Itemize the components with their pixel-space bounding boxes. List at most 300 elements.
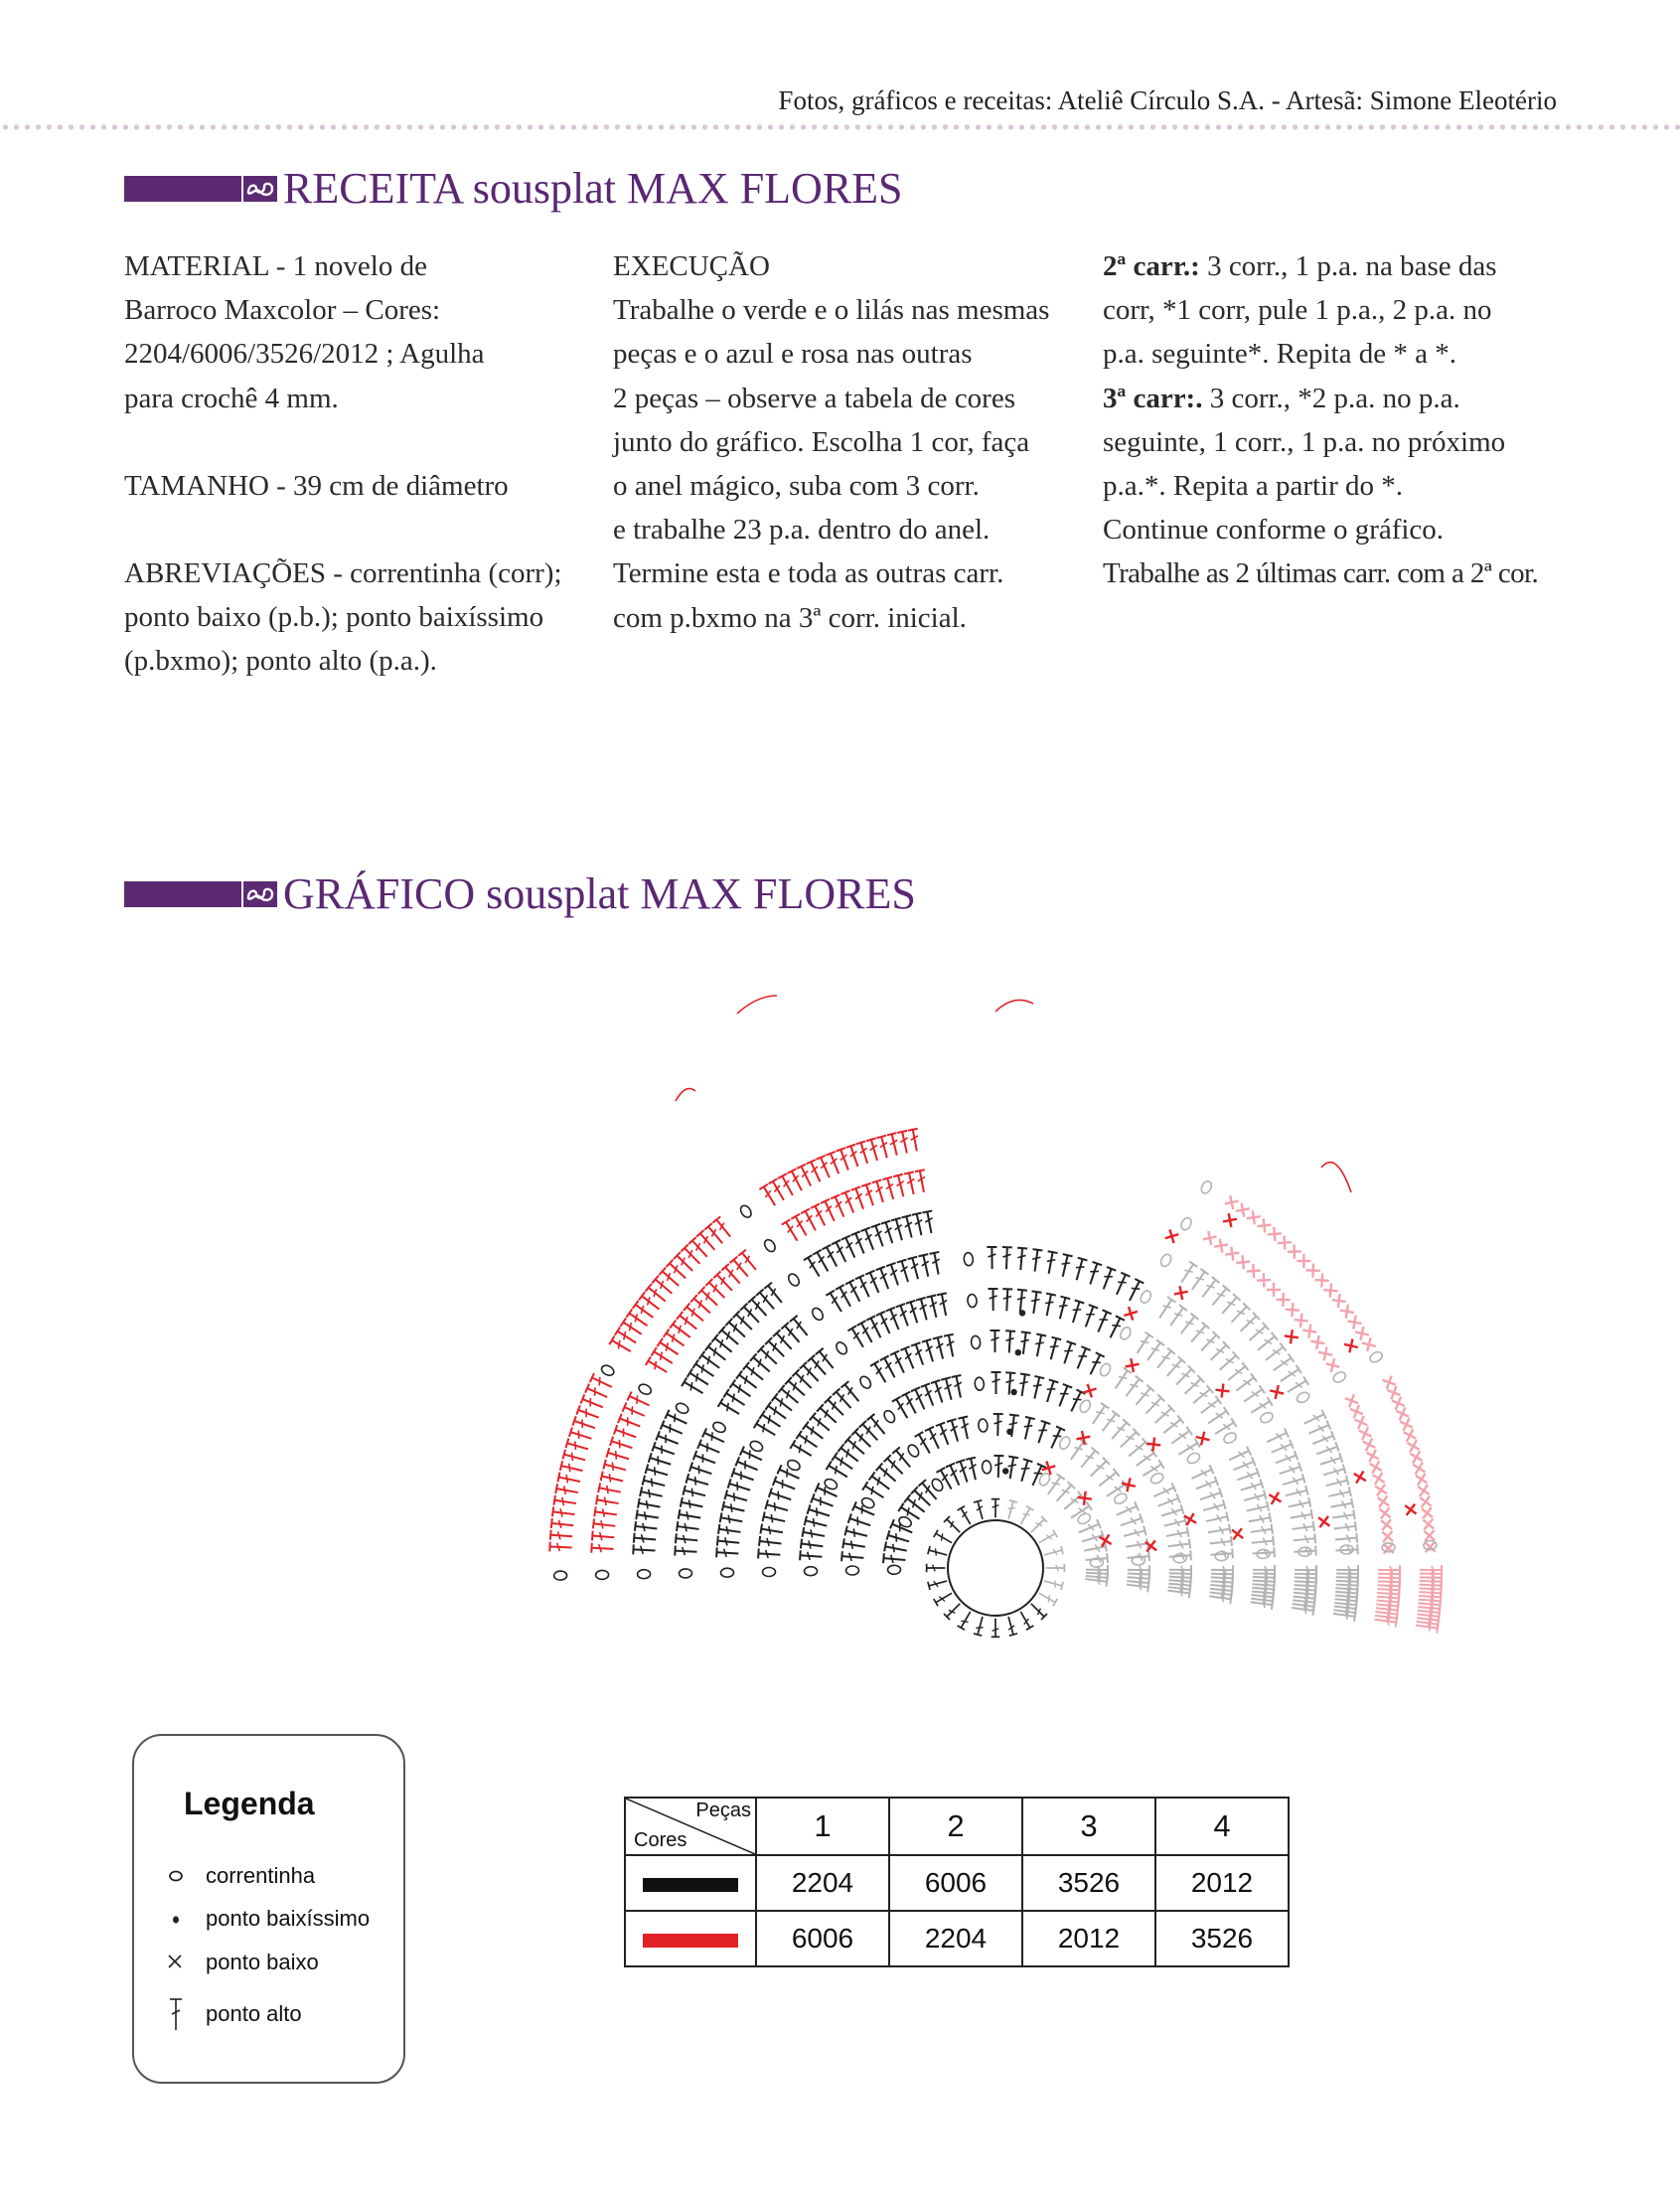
crochet-stitch: [1060, 1341, 1076, 1365]
crochet-stitch: [1362, 1337, 1376, 1351]
single-crochet-stitch: [1405, 1504, 1416, 1515]
crochet-stitch: [925, 1427, 943, 1451]
crochet-stitch: [1413, 1463, 1425, 1475]
chain-stitch: [1296, 1390, 1311, 1404]
crochet-stitch: [1348, 1316, 1362, 1330]
crochet-stitch: [1285, 1376, 1308, 1396]
chain-stitch: [762, 1238, 777, 1254]
crochet-stitch: [1257, 1273, 1271, 1287]
single-crochet-stitch: [1122, 1478, 1136, 1491]
column-header: 3: [1022, 1798, 1155, 1855]
crochet-stitch: [821, 1199, 839, 1223]
crochet-stitch: [1396, 1407, 1409, 1420]
crochet-stitch: [1127, 1551, 1149, 1563]
single-crochet-stitch: [1270, 1385, 1284, 1399]
color-table: [624, 1797, 1290, 1967]
crochet-stitch: [1034, 1421, 1051, 1445]
crochet-stitch: [989, 1289, 998, 1311]
ring-stitch: [974, 1616, 987, 1636]
crochet-stitch: [1111, 1367, 1132, 1391]
crochet-stitch: [773, 1477, 797, 1493]
chain-stitch: [1199, 1179, 1213, 1195]
round-2-text: 3 corr., 1 p.a. na base das: [1199, 250, 1497, 282]
crochet-stitch: [1332, 1294, 1346, 1308]
crochet-stitch: [886, 1308, 904, 1331]
round-arrow: [1321, 1163, 1351, 1192]
abbreviations-line: ponto baixo (p.b.); ponto baixíssimo: [124, 601, 544, 634]
crochet-stitch: [1387, 1386, 1400, 1399]
crochet-stitch: [1123, 1526, 1146, 1541]
ring-stitch: [1017, 1506, 1034, 1526]
ring-stitch: [974, 1500, 987, 1520]
crochet-stitch: [886, 1263, 903, 1287]
crochet-stitch: [1418, 1485, 1430, 1496]
crochet-stitch: [1068, 1301, 1084, 1325]
crochet-stitch: [958, 1416, 972, 1440]
crochet-stitch: [911, 1487, 934, 1508]
crochet-stitch: [1325, 1476, 1349, 1490]
crochet-stitch: [1086, 1262, 1102, 1286]
crochet-stitch: [1290, 1509, 1312, 1523]
ring-stitch: [934, 1590, 954, 1607]
crochet-stitch: [1382, 1531, 1393, 1542]
crochet-stitch: [851, 1186, 868, 1210]
single-crochet-stitch: [1232, 1528, 1243, 1539]
execution-line: com p.bxmo na 3ª corr. inicial.: [613, 601, 967, 634]
chain-stitch: [1078, 1398, 1092, 1414]
crochet-stitch: [900, 1346, 918, 1370]
crochet-stitch: [722, 1501, 746, 1516]
crochet-stitch: [728, 1479, 752, 1494]
crochet-stitch: [876, 1136, 891, 1160]
crochet-stitch: [1133, 1332, 1152, 1356]
crochet-stitch: [896, 1304, 913, 1328]
chain-stitch: [1119, 1326, 1133, 1341]
single-crochet-stitch: [1354, 1472, 1366, 1484]
crochet-stitch: [1210, 1548, 1233, 1559]
ring-stitch: [1037, 1590, 1057, 1607]
crochet-stitch: [891, 1218, 907, 1242]
crochet-stitch: [1420, 1496, 1431, 1507]
crochet-stitch: [808, 1504, 832, 1520]
crochet-stitch: [887, 1530, 911, 1546]
crochet-stitch: [1143, 1394, 1165, 1417]
single-crochet-stitch: [1124, 1307, 1138, 1321]
crochet-stitch: [610, 1437, 634, 1453]
crochet-stitch: [1068, 1501, 1092, 1521]
crochet-stitch: [1257, 1218, 1271, 1232]
crochet-stitch: [842, 1538, 865, 1551]
crochet-stitch: [931, 1380, 947, 1404]
crochet-stitch: [649, 1453, 673, 1469]
execution-line: peças e o azul e rosa nas outras: [613, 338, 973, 371]
crochet-stitch: [724, 1489, 748, 1504]
crochet-stitch: [1177, 1314, 1199, 1336]
crochet-stitch: [1250, 1524, 1273, 1537]
crochet-stitch: [1028, 1291, 1041, 1314]
chain-stitch: [1113, 1491, 1129, 1505]
round-line: seguinte, 1 corr., 1 p.a. no próximo: [1103, 425, 1506, 458]
crochet-stitch: [815, 1483, 839, 1500]
execution-line: junto do gráfico. Escolha 1 cor, faça: [613, 425, 1030, 458]
crochet-stitch: [1155, 1297, 1175, 1321]
round-2-label: 2ª carr.:: [1103, 250, 1200, 282]
crochet-stitch: [1020, 1417, 1035, 1441]
crochet-stitch: [1274, 1451, 1298, 1468]
table-row: [625, 1911, 1289, 1966]
crochet-stitch: [872, 1179, 888, 1203]
crochet-stitch: [585, 1384, 609, 1402]
crochet-stitch: [884, 1541, 908, 1555]
crochet-stitch: [912, 1213, 927, 1237]
crochet-stitch: [937, 1293, 951, 1317]
crochet-stitch: [1265, 1428, 1289, 1446]
crochet-stitch: [1042, 1379, 1058, 1403]
crochet-stitch: [1232, 1457, 1256, 1475]
crochet-stitch: [1359, 1427, 1372, 1440]
color-swatch-cell: [625, 1855, 756, 1911]
crochet-stitch: [1379, 1507, 1390, 1518]
crochet-stitch: [572, 1416, 596, 1433]
crochet-stitch: [702, 1428, 726, 1446]
crochet-stitch: [1236, 1468, 1260, 1485]
crochet-stitch: [901, 1215, 916, 1239]
crochet-stitch: [904, 1172, 918, 1195]
crochet-stitch: [991, 1372, 1000, 1394]
chain-stitch: [835, 1340, 849, 1356]
crochet-stitch: [1295, 1314, 1308, 1328]
crochet-stitch: [758, 1548, 781, 1559]
crochet-stitch: [922, 1339, 938, 1363]
crochet-stitch: [882, 1176, 898, 1200]
ring-stitch: [1004, 1500, 1017, 1520]
crochet-stitch: [1004, 1330, 1015, 1353]
chain-stitch: [1259, 1411, 1275, 1425]
crochet-stitch: [856, 1141, 872, 1165]
crochet-stitch: [1315, 1273, 1329, 1287]
red-swatch: [643, 1934, 738, 1948]
chain-stitch: [738, 1203, 753, 1219]
crochet-stitch: [1005, 1457, 1018, 1480]
crochet-stitch: [1194, 1477, 1218, 1493]
material-line: para crochê 4 mm.: [124, 382, 339, 414]
crochet-stitch: [1423, 1519, 1434, 1530]
crochet-stitch: [769, 1487, 793, 1503]
ring-stitch: [1046, 1564, 1065, 1573]
crochet-stitch: [852, 1501, 876, 1519]
crochet-stitch: [1055, 1297, 1070, 1321]
single-crochet-stitch: [1146, 1438, 1160, 1452]
crochet-stitch: [1205, 1407, 1229, 1428]
single-crochet-stitch: [1042, 1462, 1056, 1476]
round-line: p.a.*. Repita a partir do *.: [1103, 470, 1403, 503]
crochet-stitch: [603, 1460, 627, 1475]
chain-stitch: [720, 1568, 733, 1577]
chain-stitch: [679, 1569, 691, 1578]
crochet-stitch: [921, 1383, 938, 1407]
table-cell: 2012: [1022, 1911, 1155, 1966]
ring-stitch: [928, 1546, 948, 1559]
crochet-stitch: [1310, 1335, 1324, 1349]
crochet-stitch: [927, 1295, 942, 1319]
table-cell: 6006: [756, 1911, 889, 1966]
crochet-stitch: [883, 1553, 906, 1565]
crochet-stitch: [1044, 1251, 1058, 1274]
single-crochet-stitch: [1083, 1384, 1097, 1398]
crochet-stitch: [689, 1462, 713, 1478]
crochet-stitch: [929, 1252, 943, 1276]
table-cell: 3526: [1022, 1855, 1155, 1911]
legend-item-chain: [164, 1862, 315, 1890]
slip-stitch-dot: [1006, 1429, 1012, 1435]
crochet-stitch: [1251, 1536, 1274, 1548]
crochet-stitch: [640, 1487, 664, 1500]
ring-stitch: [934, 1530, 954, 1547]
crochet-stitch: [916, 1298, 932, 1322]
crochet-stitch: [933, 1336, 948, 1360]
crochet-stitch: [1243, 1489, 1267, 1504]
execution-line: e trabalhe 23 p.a. dentro do anel.: [613, 514, 991, 547]
header-pieces: Peças: [695, 1800, 751, 1821]
crochet-stitch: [562, 1450, 586, 1465]
crochet-stitch: [646, 1464, 670, 1480]
crochet-stitch: [1044, 1474, 1065, 1497]
crochet-stitch: [601, 1472, 625, 1487]
crochet-stitch: [1085, 1553, 1108, 1565]
crochet-stitch: [591, 1543, 613, 1554]
crochet-stitch: [1151, 1483, 1175, 1500]
crochet-stitch: [893, 1174, 908, 1198]
crochet-stitch: [1189, 1465, 1213, 1483]
crochet-stitch: [836, 1148, 852, 1172]
crochet-stitch: [897, 1260, 913, 1284]
crochet-stitch: [1285, 1486, 1308, 1500]
crochet-stitch: [1323, 1284, 1337, 1298]
crochet-stitch: [802, 1527, 825, 1541]
crochet-stitch: [1400, 1418, 1413, 1431]
ring-stitch: [1004, 1616, 1017, 1636]
crochet-stitch: [1225, 1195, 1239, 1209]
crochet-stitch: [845, 1280, 864, 1304]
crochet-stitch: [1233, 1373, 1257, 1394]
crochet-stitch: [656, 1431, 680, 1448]
crochet-stitch: [1278, 1462, 1301, 1478]
crochet-stitch: [1156, 1493, 1180, 1510]
single-crochet-stitch: [1174, 1286, 1188, 1300]
round-arrow: [995, 1000, 1033, 1012]
crochet-stitch: [966, 1458, 981, 1482]
crochet-stitch: [1089, 1403, 1110, 1427]
crochet-stitch: [1209, 1285, 1231, 1308]
crochet-stitch: [1167, 1539, 1190, 1552]
table-cell: 3526: [1155, 1911, 1289, 1966]
crochet-stitch: [1029, 1376, 1044, 1400]
crochet-stitch: [576, 1405, 600, 1422]
crochet-stitch: [1333, 1521, 1356, 1533]
ring-stitch: [1037, 1530, 1057, 1547]
crochet-stitch: [1373, 1473, 1385, 1485]
ring-stitch: [944, 1601, 963, 1620]
crochet-stitch: [908, 1129, 922, 1152]
header-colors: Cores: [634, 1829, 687, 1851]
crochet-stitch: [990, 1330, 999, 1352]
legend-label: ponto baixo: [206, 1950, 319, 1974]
ring-stitch: [1043, 1577, 1063, 1590]
crochet-stitch: [876, 1267, 893, 1291]
crochet-stitch: [1392, 1397, 1405, 1410]
crochet-stitch: [1168, 1427, 1192, 1448]
photo-credit: Fotos, gráficos e receitas: Ateliê Círculo S.A. - Artesã: Simone Eleotério: [778, 85, 1557, 115]
ring-stitch: [992, 1619, 1000, 1638]
legend-label: ponto alto: [206, 2001, 302, 2026]
double-crochet-t-icon: [164, 1996, 192, 2032]
crochet-stitch: [1001, 1289, 1012, 1311]
single-crochet-stitch: [1215, 1383, 1229, 1397]
crochet-stitch: [1117, 1429, 1140, 1451]
chain-stitch: [967, 1294, 977, 1308]
slip-stitch-dot: [1015, 1349, 1021, 1355]
crochet-stitch: [1293, 1533, 1315, 1545]
crochet-stitch: [1248, 1512, 1271, 1526]
execution-heading: EXECUÇÃO: [613, 250, 770, 282]
crochet-stitch: [718, 1524, 741, 1537]
crochet-stitch: [598, 1483, 622, 1496]
crochet-stitch: [841, 1551, 864, 1563]
crochet-stitch: [1112, 1273, 1130, 1297]
round-arrow: [737, 996, 777, 1014]
table-row: [625, 1855, 1289, 1911]
crochet-stitch: [800, 1550, 823, 1561]
chain-stitch: [978, 1419, 988, 1433]
chain-stitch: [637, 1382, 653, 1396]
crochet-stitch: [1072, 1258, 1088, 1282]
chain-stitch: [554, 1571, 567, 1580]
slip-stitch-dot: [1019, 1310, 1025, 1316]
crochet-stitch: [677, 1521, 699, 1534]
ring-stitch: [928, 1577, 948, 1590]
crochet-stitch: [635, 1521, 658, 1533]
chain-stitch: [887, 1565, 900, 1574]
crochet-stitch: [865, 1271, 883, 1295]
crochet-stitch: [697, 1440, 721, 1458]
crochet-stitch: [897, 1131, 911, 1155]
crochet-stitch: [1278, 1365, 1301, 1385]
crochet-stitch: [918, 1254, 933, 1278]
crochet-stitch: [805, 1515, 829, 1530]
crochet-stitch: [552, 1506, 575, 1519]
slip-stitch-dot-icon: [164, 1905, 192, 1933]
crochet-stitch: [861, 1183, 877, 1207]
crochet-stitch: [1302, 1325, 1316, 1338]
crochet-stitch: [851, 1231, 869, 1255]
crochet-stitch: [1322, 1464, 1346, 1480]
crochet-stitch: [1292, 1521, 1314, 1534]
single-crochet-stitch: [1285, 1330, 1298, 1343]
crochet-stitch: [1268, 1227, 1282, 1241]
chain-stitch: [638, 1570, 651, 1579]
crochet-stitch: [1425, 1542, 1435, 1552]
chain-stitch: [1058, 1435, 1072, 1451]
crochet-stitch: [1214, 1239, 1228, 1253]
ring-stitch: [1028, 1516, 1047, 1535]
crochet-stitch: [944, 1334, 958, 1358]
chain-stitch: [858, 1374, 873, 1390]
chain-stitch: [975, 1377, 985, 1391]
table-cell: 2204: [756, 1855, 889, 1911]
crochet-stitch: [1410, 1451, 1422, 1463]
abbreviations-line: ABREVIAÇÕES - correntinha (corr);: [124, 557, 562, 590]
crochet-stitch: [551, 1518, 574, 1530]
round-3-label: 3ª carr:.: [1103, 382, 1203, 414]
crochet-stitch: [1375, 1485, 1387, 1496]
chain-stitch: [1149, 1472, 1165, 1486]
crochet-stitch: [592, 1531, 615, 1543]
crochet-stitch: [993, 1456, 1004, 1478]
crochet-stitch: [1288, 1245, 1301, 1259]
crochet-stitch: [1318, 1453, 1342, 1469]
ring-stitch: [958, 1610, 975, 1630]
crochet-stitch: [1366, 1450, 1378, 1462]
crochet-stitch: [947, 1419, 963, 1443]
chain-stitch: [1098, 1362, 1112, 1378]
crochet-stitch: [1134, 1449, 1157, 1470]
crochet-stitch: [871, 1224, 888, 1248]
crochet-stitch: [846, 1145, 863, 1169]
color-swatch-cell: [625, 1911, 756, 1966]
crochet-stitch: [560, 1461, 584, 1476]
crochet-stitch: [922, 1211, 936, 1234]
crochet-stitch: [1326, 1358, 1340, 1372]
round-line: Continue conforme o gráfico.: [1103, 514, 1445, 547]
crochet-stitch: [860, 1227, 877, 1251]
crochet-stitch: [1416, 1474, 1428, 1486]
chain-oval-icon: [164, 1862, 192, 1890]
crochet-stitch: [1350, 1405, 1363, 1418]
legend-item-double-crochet: [164, 1996, 302, 2032]
round-line: p.a. seguinte*. Repita de * a *.: [1103, 338, 1456, 371]
crochet-stitch: [1160, 1504, 1184, 1520]
crochet-stitch: [652, 1442, 676, 1459]
crochet-stitch: [1239, 1479, 1263, 1494]
crochet-stitch: [1198, 1277, 1219, 1301]
crochet-stitch: [1278, 1236, 1292, 1250]
single-crochet-stitch: [1269, 1492, 1281, 1504]
crochet-stitch: [759, 1536, 782, 1548]
crochet-stitch: [918, 1480, 940, 1502]
crochet-stitch: [623, 1403, 647, 1421]
slip-stitch-dot: [1010, 1389, 1016, 1395]
crochet-stitch: [1227, 1447, 1251, 1465]
crochet-stitch: [1207, 1524, 1230, 1537]
crochet-stitch: [1001, 1247, 1012, 1269]
chain-stitch: [804, 1567, 817, 1576]
crochet-stitch: [550, 1530, 573, 1542]
chain-stitch: [675, 1401, 690, 1415]
material-line: 2204/6006/3526/2012 ; Agulha: [124, 338, 485, 371]
crochet-stitch: [1286, 1303, 1299, 1317]
crochet-stitch: [1381, 1519, 1392, 1530]
single-crochet-stitch: [1223, 1213, 1237, 1227]
crochet-stitch: [936, 1423, 953, 1447]
crochet-stitch: [1153, 1348, 1175, 1371]
magic-ring: [948, 1520, 1043, 1616]
crochet-stitch: [1017, 1373, 1030, 1396]
crochet-stitch: [1363, 1438, 1376, 1451]
crochet-stitch: [1094, 1310, 1112, 1333]
table-cell: 2204: [889, 1911, 1022, 1966]
crochet-stitch: [1311, 1431, 1335, 1448]
crochet-stitch: [1237, 1313, 1260, 1334]
